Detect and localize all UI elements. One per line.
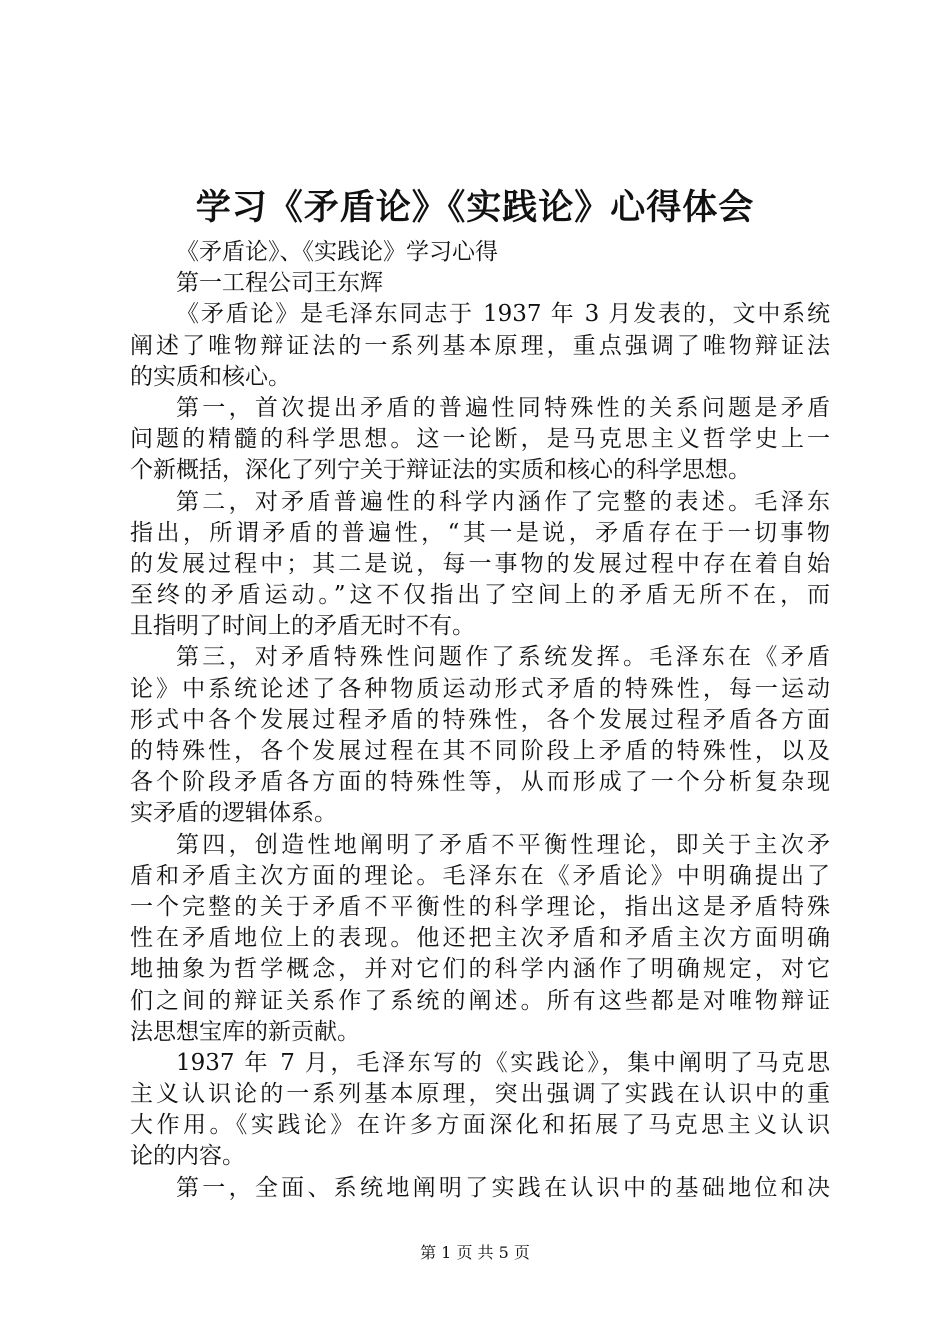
body-line: 《矛盾论》是毛泽东同志于 1937 年 3 月发表的，文中系统 — [176, 301, 830, 328]
body-line: 的发展过程中；其二是说，每一事物的发展过程中存在着自始 — [130, 550, 830, 577]
body-line: 且指明了时间上的矛盾无时不有。 — [130, 613, 475, 640]
body-line: 第二，对矛盾普遍性的科学内涵作了完整的表述。毛泽东 — [176, 488, 830, 515]
body-line: 第三，对矛盾特殊性问题作了系统发挥。毛泽东在《矛盾 — [176, 644, 830, 671]
body-line: 1937 年 7 月，毛泽东写的《实践论》，集中阐明了马克思 — [176, 1049, 830, 1076]
body-line: 各个阶段矛盾各方面的特殊性等，从而形成了一个分析复杂现 — [130, 769, 830, 796]
body-line: 们之间的辩证关系作了系统的阐述。所有这些都是对唯物辩证 — [130, 987, 830, 1014]
body-line: 的实质和核心。 — [130, 363, 291, 390]
body-line: 实矛盾的逻辑体系。 — [130, 800, 337, 827]
body-line: 阐述了唯物辩证法的一系列基本原理，重点强调了唯物辩证法 — [130, 332, 830, 359]
body-line: 地抽象为哲学概念，并对它们的科学内涵作了明确规定，对它 — [130, 956, 830, 983]
body-line: 大作用。《实践论》在许多方面深化和拓展了马克思主义认识 — [130, 1112, 830, 1139]
body-line: 第一工程公司王东辉 — [176, 270, 383, 297]
body-line: 论》中系统论述了各种物质运动形式矛盾的特殊性，每一运动 — [130, 675, 830, 702]
body-line: 一个完整的关于矛盾不平衡性的科学理论，指出这是矛盾特殊 — [130, 893, 830, 920]
body-line: 论的内容。 — [130, 1143, 245, 1170]
body-line: 第四，创造性地阐明了矛盾不平衡性理论，即关于主次矛 — [176, 831, 830, 858]
document-body — [130, 237, 830, 1204]
body-line: 《矛盾论》、《实践论》学习心得 — [176, 239, 498, 265]
page-footer: 第 1 页 共 5 页 — [420, 1243, 530, 1262]
body-line: 指出，所谓矛盾的普遍性，“其一是说，矛盾存在于一切事物 — [130, 519, 830, 546]
body-line: 至终的矛盾运动。”这不仅指出了空间上的矛盾无所不在，而 — [130, 582, 830, 609]
document-title: 学习《矛盾论》《实践论》心得体会 — [195, 188, 755, 228]
body-line: 主义认识论的一系列基本原理，突出强调了实践在认识中的重 — [130, 1081, 830, 1108]
body-line: 盾和矛盾主次方面的理论。毛泽东在《矛盾论》中明确提出了 — [130, 862, 830, 889]
body-line: 法思想宝库的新贡献。 — [130, 1018, 360, 1045]
body-line: 性在矛盾地位上的表现。他还把主次矛盾和矛盾主次方面明确 — [130, 925, 830, 952]
body-line: 第一，全面、系统地阐明了实践在认识中的基础地位和决 — [176, 1174, 830, 1201]
body-line: 问题的精髓的科学思想。这一论断，是马克思主义哲学史上一 — [130, 426, 830, 453]
body-line: 的特殊性，各个发展过程在其不同阶段上矛盾的特殊性，以及 — [130, 738, 830, 764]
body-line: 第一，首次提出矛盾的普遍性同特殊性的关系问题是矛盾 — [176, 394, 830, 421]
body-line: 形式中各个发展过程矛盾的特殊性，各个发展过程矛盾各方面 — [130, 706, 830, 733]
body-line: 个新概括，深化了列宁关于辩证法的实质和核心的科学思想。 — [130, 457, 751, 484]
